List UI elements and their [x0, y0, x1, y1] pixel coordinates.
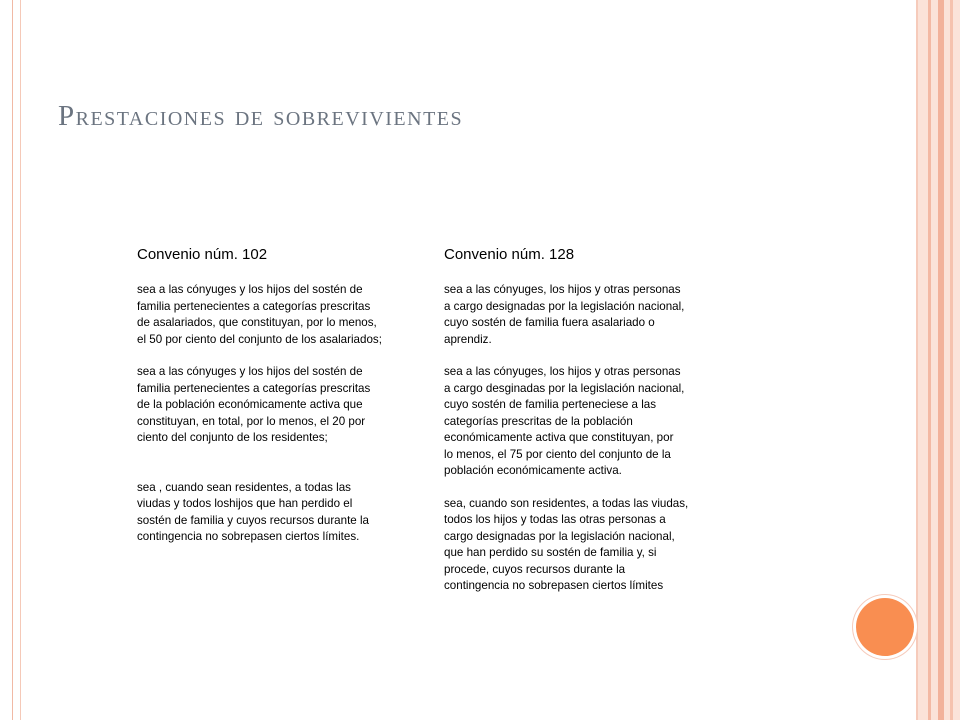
paragraph: sea a las cónyuges y los hijos del sostén de familia pertenecientes a categorías prescritas de asalariados, que constituyan, por lo menos, el 50 por ciento del conjunto de los asalariados;	[137, 283, 382, 346]
column-heading: Convenio núm. 128	[444, 246, 575, 263]
column-convenio-102	[137, 246, 437, 562]
right-stripe	[950, 0, 953, 720]
paragraph: sea a las cónyuges, los hijos y otras personas a cargo desginadas por la legislación nacional, cuyo sostén de familia perteneciese a las categorías prescritas de la población económicamente activa que constituyan, por lo menos, el 75 por ciento del conjunto de la población económicamente activa.	[444, 365, 685, 477]
right-stripe	[938, 0, 944, 720]
right-stripe	[916, 0, 918, 720]
paragraph: sea, cuando son residentes, a todas las viudas, todos los hijos y todas las otras personas a cargo designadas por la legislación nacional, que han perdido su sostén de familia y, si procede, cuyos recursos durante la contingencia no sobrepasen ciertos límites	[444, 496, 689, 592]
right-stripe	[928, 0, 931, 720]
decorative-circle	[856, 598, 914, 656]
column-convenio-128	[444, 246, 744, 611]
paragraph: sea a las cónyuges y los hijos del sostén de familia pertenecientes a categorías prescritas de la población económicamente activa que constituyan, en total, por lo menos, el 20 por ciento del conjunto de los residentes;	[137, 365, 371, 444]
column-heading: Convenio núm. 102	[137, 246, 268, 263]
paragraph: sea a las cónyuges, los hijos y otras personas a cargo designadas por la legislación nacional, cuyo sostén de familia fuera asalariado o aprendiz.	[444, 283, 685, 346]
left-frame-line-inner	[20, 0, 21, 720]
slide-title: Prestaciones de sobrevivientes	[58, 100, 464, 132]
left-frame-line	[12, 0, 13, 720]
paragraph: sea , cuando sean residentes, a todas las viudas y todos loshijos que han perdido el sostén de familia y cuyos recursos durante la contingencia no sobrepasen ciertos límites.	[137, 480, 369, 543]
